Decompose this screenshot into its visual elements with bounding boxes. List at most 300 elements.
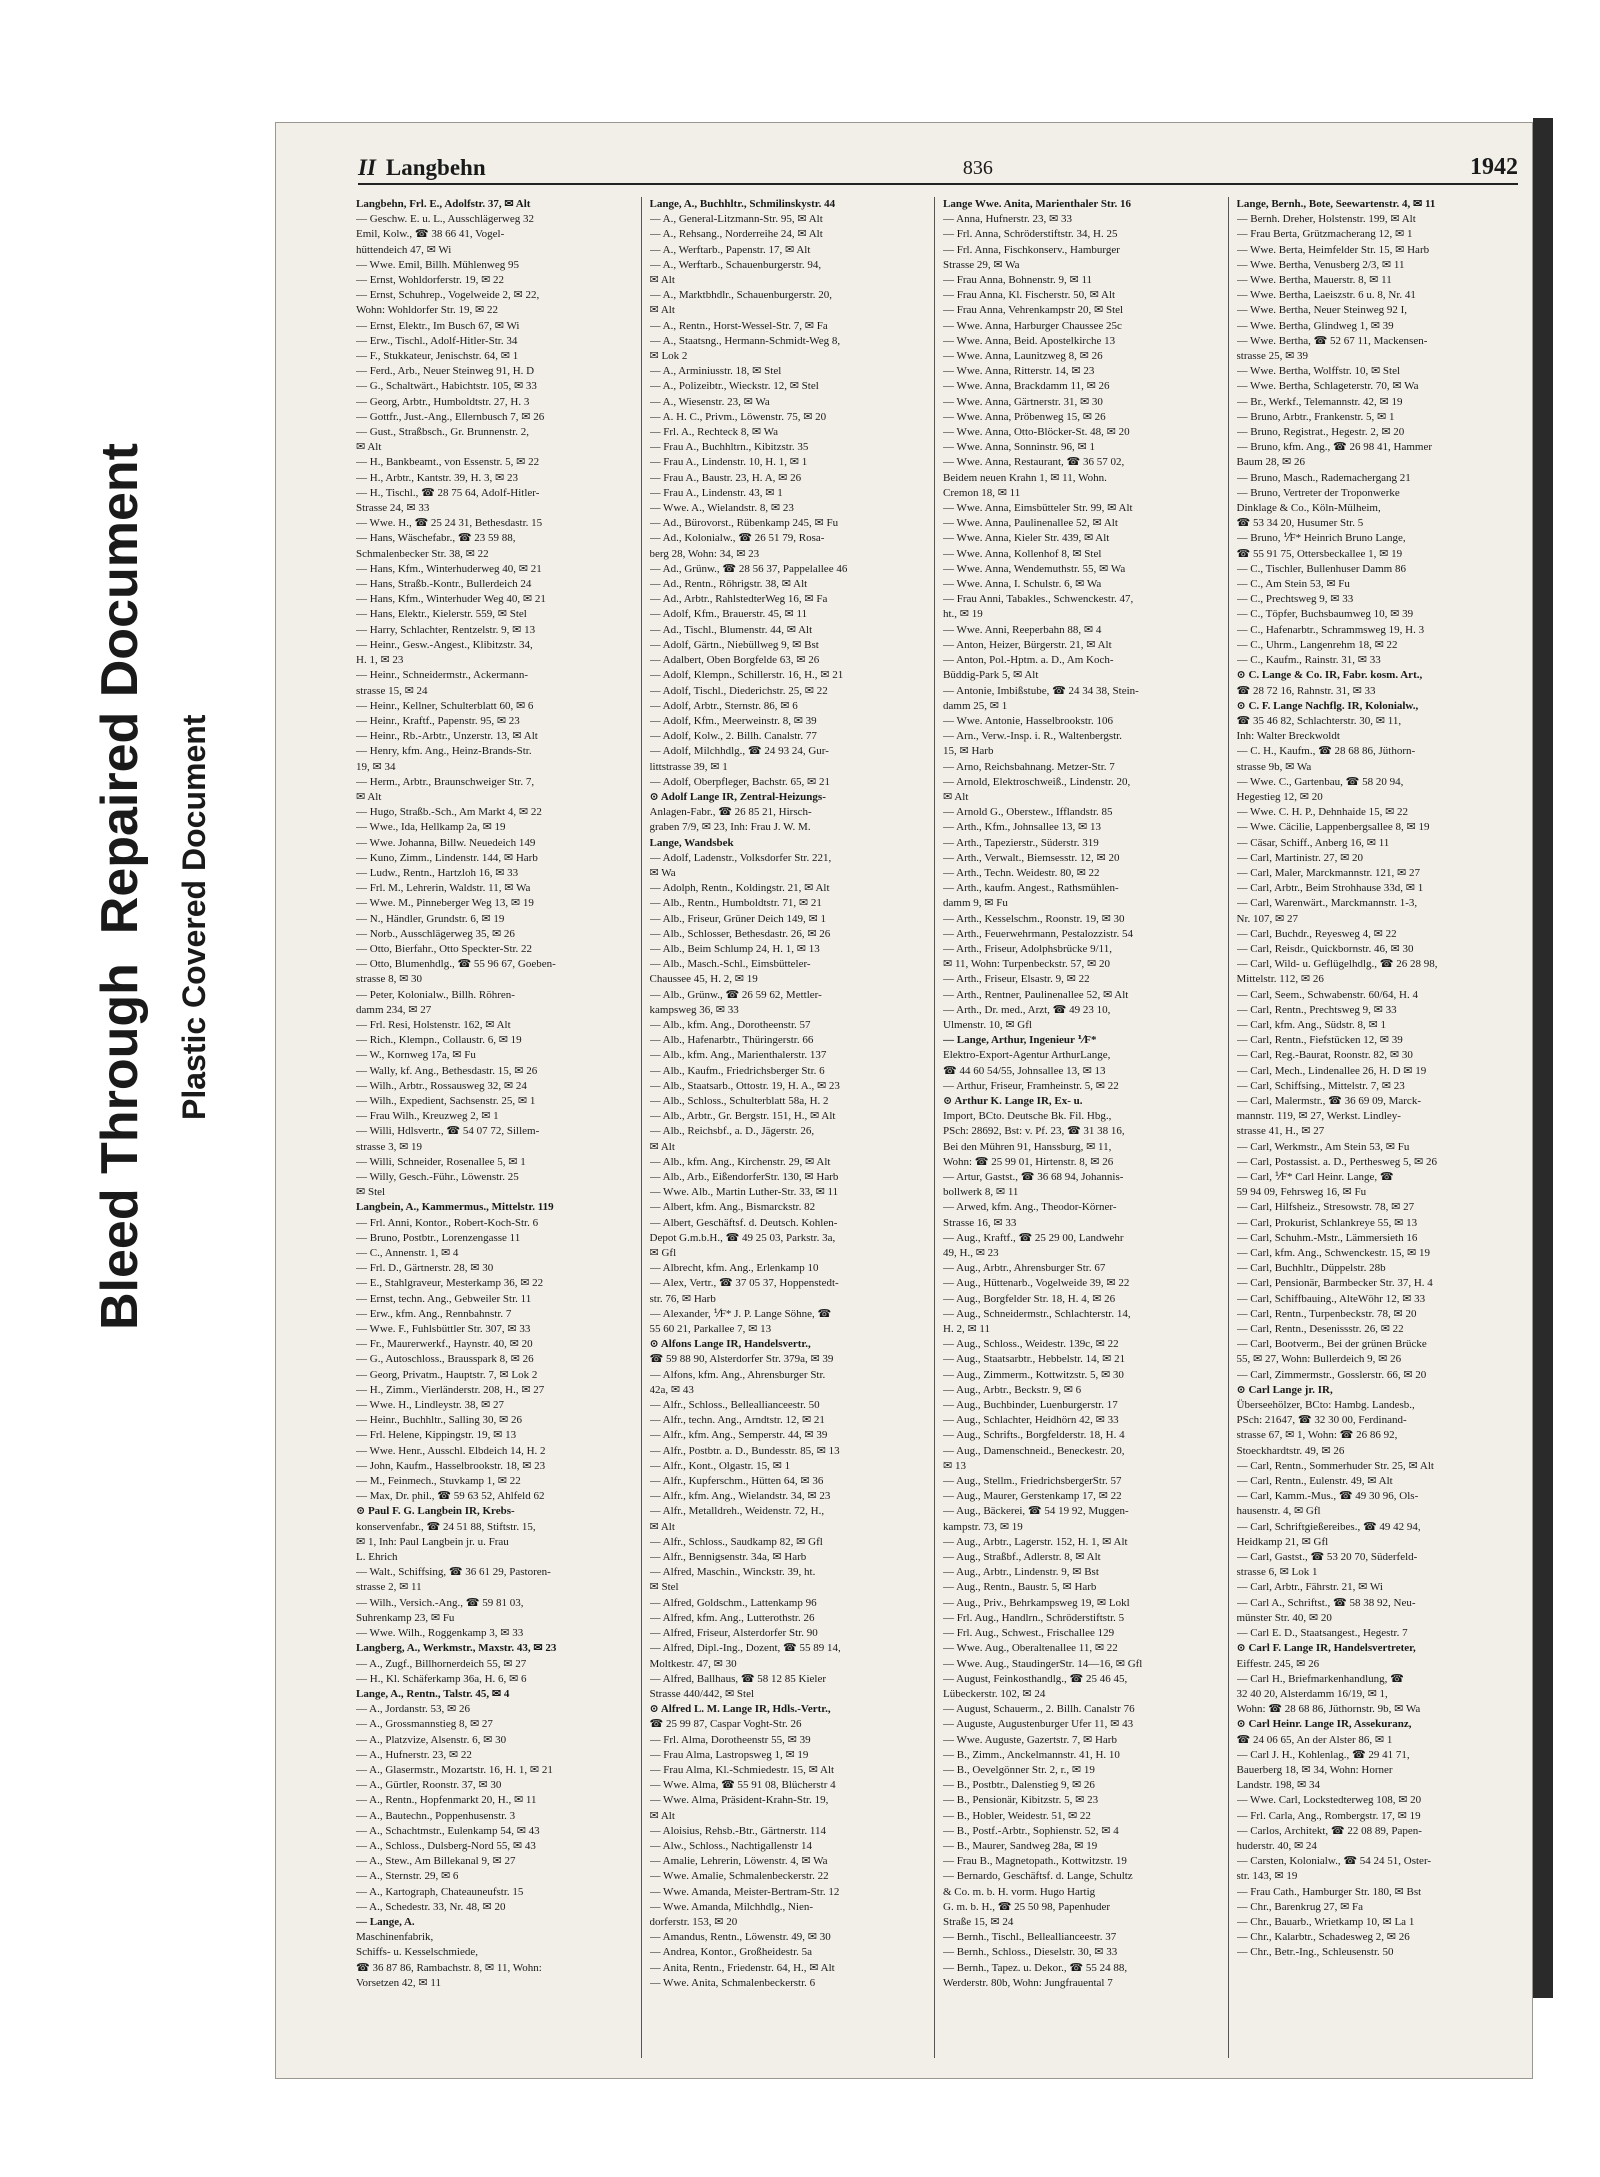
directory-entry-line: — Henry, kfm. Ang., Heinz-Brands-Str. [356,745,532,758]
directory-entry-line: — Willi, Hdlsvertr., ☎ 54 07 72, Sillem- [356,1125,540,1138]
directory-entry-line: Langbein, A., Kammermus., Mittelstr. 119 [356,1201,554,1214]
directory-entry-line: — Frau Anna, Vehrenkampstr 20, ✉ Stel [943,304,1124,317]
directory-entry-line: — Arn., Verw.-Insp. i. R., Waltenbergstr. [943,730,1122,743]
directory-entry-line: — B., Maurer, Sandweg 28a, ✉ 19 [943,1839,1098,1852]
directory-entry-line: — Wwe. Bertha, Glindweg 1, ✉ 39 [1236,319,1394,332]
directory-entry-line: Lange, A., Rentn., Talstr. 45, ✉ 4 [356,1687,510,1700]
directory-entry-line: Landstr. 198, ✉ 34 [1236,1779,1320,1792]
directory-entry-line: — A., Schloss., Dulsberg-Nord 55, ✉ 43 [356,1839,536,1852]
directory-entry-line: — Carl, Zimmermstr., Gosslerstr. 66, ✉ 20 [1236,1368,1427,1381]
directory-entry-line: — Ad., Rentn., Röhrigstr. 38, ✉ Alt [649,578,808,591]
directory-entry-line: — Alb., Schlosser, Bethesdastr. 26, ✉ 26 [649,927,831,940]
directory-entry-line: — Cäsar, Schiff., Anberg 16, ✉ 11 [1236,836,1390,849]
directory-entry-line: — Frl. Resi, Holstenstr. 162, ✉ Alt [356,1018,511,1031]
directory-entry-line: — Wwe. Bertha, ☎ 52 67 11, Mackensen- [1236,334,1428,347]
directory-entry-line: PSch: 21647, ☎ 32 30 00, Ferdinand- [1236,1414,1407,1427]
directory-entry-line: — Wwe. Anita, Schmalenbeckerstr. 6 [649,1976,816,1989]
directory-entry-line: Wohn: ☎ 25 99 01, Hirtenstr. 8, ✉ 26 [943,1155,1114,1168]
directory-entry-line: — Lange, A. [356,1915,415,1928]
directory-entry-line: — Wwe. C. H. P., Dehnhaide 15, ✉ 22 [1236,806,1409,819]
directory-entry-line: Moltkestr. 47, ✉ 30 [649,1657,737,1670]
directory-entry-line: — Frl. Alma, Dorotheenstr 55, ✉ 39 [649,1733,811,1746]
directory-entry-line: ☎ 59 88 90, Alsterdorfer Str. 379a, ✉ 39 [649,1353,834,1366]
directory-entry-line: — Frau A., Baustr. 23, H. A, ✉ 26 [649,471,802,484]
directory-entry-line: — Erw., kfm. Ang., Rennbahnstr. 7 [356,1307,512,1320]
directory-entry-line: bollwerk 8, ✉ 11 [943,1186,1019,1199]
directory-entry-line: — Carl, Rentn., Desenissstr. 26, ✉ 22 [1236,1323,1404,1336]
directory-entry-line: — Ferd., Arb., Neuer Steinweg 91, H. D [356,365,535,378]
page-number: 836 [962,157,993,179]
directory-entry-line: — Frl. Aug., Schwest., Frischallee 129 [943,1627,1115,1640]
directory-entry-line: ⊙ Carl Lange jr. IR, [1236,1383,1333,1396]
directory-entry-line: — A., Gürtler, Roonstr. 37, ✉ 30 [356,1779,502,1792]
directory-entry-line: — Bruno, ⅟F* Heinrich Bruno Lange, [1236,532,1406,545]
directory-entry-line: damm 234, ✉ 27 [356,1003,432,1016]
directory-entry-line: — Ad., Bürovorst., Rübenkamp 245, ✉ Fu [649,517,839,530]
directory-entry-line: — Carl, Rentn., Fiefstücken 12, ✉ 39 [1236,1034,1403,1047]
directory-entry-line: ✉ Alt [649,1520,675,1533]
directory-entry-line: — August, Feinkosthandlg., ☎ 25 46 45, [943,1672,1128,1685]
directory-entry-line: — C., Hafenarbtr., Schrammsweg 19, H. 3 [1236,623,1425,636]
directory-entry-line: damm 25, ✉ 1 [943,699,1008,712]
directory-entry-line: Baum 28, ✉ 26 [1236,456,1305,469]
directory-entry-line: Dinklage & Co., Köln-Mülheim, [1236,502,1381,515]
directory-entry-line: — Wwe. M., Pinneberger Weg 13, ✉ 19 [356,897,534,910]
directory-entry-line: — Frau Wilh., Kreuzweg 2, ✉ 1 [356,1110,499,1123]
directory-entry-line: — Carl, ⅟F* Carl Heinr. Lange, ☎ [1236,1171,1394,1183]
directory-entry-line: — Arth., Tapezierstr., Süderstr. 319 [943,836,1099,849]
directory-entry-line: — A., Jordanstr. 53, ✉ 26 [356,1703,471,1716]
directory-entry-line: — Lange, Arthur, Ingenieur ⅟F* [943,1034,1097,1047]
directory-entry-line: — Aug., Buchbinder, Luenburgerstr. 17 [943,1399,1118,1412]
directory-entry-line: — Adolph, Rentn., Koldingstr. 21, ✉ Alt [649,882,830,895]
directory-entry-line: — H., Kl. Schäferkamp 36a, H. 6, ✉ 6 [356,1672,527,1685]
directory-entry-line: ⊙ Alfons Lange IR, Handelsvertr., [649,1338,811,1351]
directory-entry-line: — John, Kaufm., Hasselbrookstr. 18, ✉ 23 [356,1459,546,1472]
directory-entry-line: ✉ 13 [943,1459,966,1472]
directory-entry-line: — B., Zimm., Anckelmannstr. 41, H. 10 [943,1748,1120,1761]
directory-entry-line: — Aug., Zimmerm., Kottwitzstr. 5, ✉ 30 [943,1368,1124,1381]
directory-entry-line: — Adolf, Ladenstr., Volksdorfer Str. 221, [649,851,832,864]
directory-entry-line: — Wwe. H., Lindleystr. 38, ✉ 27 [356,1399,505,1412]
directory-entry-line: — Rich., Klempn., Collaustr. 6, ✉ 19 [356,1034,522,1047]
directory-entry-line: — G., Schaltwärt., Habichtstr. 105, ✉ 33 [356,380,537,393]
directory-entry-line: — Chr., Barenkrug 27, ✉ Fa [1236,1900,1364,1913]
directory-entry-line: — Aug., Damenschneid., Beneckestr. 20, [943,1444,1125,1457]
directory-entry-line: — Alfr., Bennigsenstr. 34a, ✉ Harb [649,1551,807,1564]
directory-entry-line: — W., Kornweg 17a, ✉ Fu [356,1049,476,1062]
directory-entry-line: — Frau Alma, Kl.-Schmiedestr. 15, ✉ Alt [649,1763,835,1776]
directory-entry-line: — Bruno, Masch., Rademachergang 21 [1236,471,1411,484]
directory-entry-line: ✉ 11, Wohn: Turpenbeckstr. 57, ✉ 20 [943,958,1110,971]
directory-entry-line: Anlagen-Fabr., ☎ 26 85 21, Hirsch- [649,806,812,819]
directory-entry-line: — Ernst, Elektr., Im Busch 67, ✉ Wi [356,319,520,332]
directory-entry-line: — Wwe. Anna, Wendemuthstr. 55, ✉ Wa [943,562,1126,575]
directory-entry-line: Mittelstr. 112, ✉ 26 [1236,973,1324,986]
directory-entry-line: — Frl. Aug., Handlrn., Schröderstiftstr. 5 [943,1611,1125,1624]
directory-entry-line: — Wwe., Ida, Hellkamp 2a, ✉ 19 [356,821,506,834]
directory-entry-line: — Arth., Rentner, Paulinenallee 52, ✉ Alt [943,988,1129,1001]
directory-entry-line: — Adolf, Kfm., Meerweinstr. 8, ✉ 39 [649,714,817,727]
directory-entry-line: 59 94 09, Fehrsweg 16, ✉ Fu [1236,1186,1367,1199]
directory-entry-line: — Carl, kfm. Ang., Schwenckestr. 15, ✉ 19 [1236,1247,1430,1260]
directory-entry-line: Beidem neuen Krahn 1, ✉ 11, Wohn. [943,471,1107,484]
directory-entry-line: — Wwe. A., Wielandstr. 8, ✉ 23 [649,502,794,515]
directory-entry-line: — Frl. Anni, Kontor., Robert-Koch-Str. 6 [356,1216,539,1229]
directory-entry-line: — Aug., Rentn., Baustr. 5, ✉ Harb [943,1581,1097,1594]
directory-entry-line: — Adolf, Tischl., Diederichstr. 25, ✉ 22 [649,684,828,697]
directory-entry-line: — Alfr., techn. Ang., Arndtstr. 12, ✉ 21 [649,1414,825,1427]
directory-entry-line: 49, H., ✉ 23 [943,1247,999,1260]
running-title: Langbehn [385,155,486,180]
directory-entry-line: — Carl, Arbtr., Fährstr. 21, ✉ Wi [1236,1581,1383,1594]
directory-entry-line: Werderstr. 80b, Wohn: Jungfrauental 7 [943,1976,1113,1989]
directory-entry-line: — Frl. A., Rechteck 8, ✉ Wa [649,426,778,439]
directory-entry-line: — Peter, Kolonialw., Billh. Röhren- [356,988,515,1001]
directory-entry-line: — Aug., Maurer, Gerstenkamp 17, ✉ 22 [943,1490,1122,1503]
directory-entry-line: — Wwe. Antonie, Hasselbrookstr. 106 [943,714,1113,727]
directory-entry-line: L. Ehrich [356,1551,398,1564]
directory-entry-line: — Alb., kfm. Ang., Marienthalerstr. 137 [649,1049,827,1062]
directory-entry-line: ✉ Gfl [649,1247,677,1260]
directory-entry-line: — Carl, Reg.-Baurat, Roonstr. 82, ✉ 30 [1236,1049,1413,1062]
directory-entry-line: — Arth., Dr. med., Arzt, ☎ 49 23 10, [943,1003,1111,1016]
directory-entry-line: — A., Hufnerstr. 23, ✉ 22 [356,1748,472,1761]
directory-entry-line: — Hans, Kfm., Winterhuder Weg 40, ✉ 21 [356,593,546,606]
directory-entry-line: str. 76, ✉ Harb [649,1292,716,1305]
directory-entry-line: — Wwe. Aug., Oberaltenallee 11, ✉ 22 [943,1642,1118,1655]
directory-entry-line: ⊙ Adolf Lange IR, Zentral-Heizungs- [649,790,826,803]
volume-number: II [358,155,376,180]
directory-entry-line: — Alfr., Metalldreh., Weidenstr. 72, H., [649,1505,825,1518]
directory-entry-line: strasse 67, ✉ 1, Wohn: ☎ 26 86 92, [1236,1429,1398,1442]
directory-entry-line: — Bruno, Registrat., Hegestr. 2, ✉ 20 [1236,426,1405,439]
directory-entry-line: — N., Händler, Grundstr. 6, ✉ 19 [356,912,505,925]
directory-entry-line: konservenfabr., ☎ 24 51 88, Stiftstr. 15, [356,1520,536,1533]
directory-entry-line: — Arth., Techn. Weidestr. 80, ✉ 22 [943,866,1100,879]
directory-entry-line: — Wwe. Anna, Restaurant, ☎ 36 57 02, [943,456,1125,469]
directory-entry-line: — Adolf, Oberpfleger, Bachstr. 65, ✉ 21 [649,775,830,788]
directory-entry-line: strasse 6, ✉ Lok 1 [1236,1566,1318,1579]
directory-entry-line: — Alfred, Maschin., Winckstr. 39, ht. [649,1566,816,1579]
directory-entry-line: — Arnold G., Oberstew., Ifflandstr. 85 [943,806,1113,819]
directory-entry-line: — Otto, Bierfahr., Otto Speckter-Str. 22 [356,942,533,955]
directory-entry-line: — Georg, Privatm., Hauptstr. 7, ✉ Lok 2 [356,1368,538,1381]
directory-entry-line: — Adolf, Klempn., Schillerstr. 16, H., ✉ 21 [649,669,844,682]
directory-entry-line: — Carl, Schuhm.-Mstr., Lämmersieth 16 [1236,1231,1418,1244]
directory-entry-line: — C., Am Stein 53, ✉ Fu [1236,578,1350,591]
directory-entry-line: — B., Hobler, Weidestr. 51, ✉ 22 [943,1809,1091,1822]
directory-entry-line: — M., Feinmech., Stuvkamp 1, ✉ 22 [356,1475,521,1488]
directory-entry-line: — Alexander, ⅟F* J. P. Lange Söhne, ☎ [649,1307,832,1320]
directory-entry-line: — Frl. Anna, Fischkonserv., Hamburger [943,243,1120,256]
directory-entry-line: — Arno, Reichsbahnang. Metzer-Str. 7 [943,760,1115,773]
directory-entry-line: — Wwe. Anna, Brackdamm 11, ✉ 26 [943,380,1110,393]
directory-entry-line: münster Str. 40, ✉ 20 [1236,1611,1332,1624]
directory-entry-line: — H., Zimm., Vierländerstr. 208, H., ✉ 27 [356,1383,545,1396]
directory-entry-line: — Alb., kfm. Ang., Dorotheenstr. 57 [649,1018,811,1031]
directory-entry-line: — Andrea, Kontor., Großheidestr. 5a [649,1946,813,1959]
stamp-plastic-covered: Plastic Covered Document [176,714,212,1120]
column-1 [356,197,642,2058]
directory-entry-line: — C., Annenstr. 1, ✉ 4 [356,1247,459,1260]
directory-entry-line: Suhrenkamp 23, ✉ Fu [356,1611,455,1624]
directory-entry-line: Büddig-Park 5, ✉ Alt [943,669,1039,682]
directory-entry-line: — Frl. D., Gärtnerstr. 28, ✉ 30 [356,1262,494,1275]
directory-entry-line: — Carl, Mech., Lindenallee 26, H. D ✉ 19 [1236,1064,1427,1077]
directory-entry-line: — A., Zugf., Billhornerdeich 55, ✉ 27 [356,1657,527,1670]
directory-entry-line: — Carl, Werkmstr., Am Stein 53, ✉ Fu [1236,1140,1410,1153]
directory-entry-line: — Alb., Arbtr., Gr. Bergstr. 151, H., ✉ Alt [649,1110,836,1123]
directory-entry-line: 19, ✉ 34 [356,760,396,773]
directory-entry-line: — Aug., Priv., Behrkampsweg 19, ✉ Lokl [943,1596,1130,1609]
directory-entry-line: ☎ 36 87 86, Rambachstr. 8, ✉ 11, Wohn: [356,1961,542,1974]
directory-entry-line: — Wwe. Anna, Harburger Chaussee 25c [943,319,1122,332]
binding-edge [1533,118,1553,1998]
directory-entry-line: Strasse 440/442, ✉ Stel [649,1687,755,1700]
directory-entry-line: — Aug., Arbtr., Beckstr. 9, ✉ 6 [943,1383,1082,1396]
directory-entry-line: — Chr., Betr.-Ing., Schleusenstr. 50 [1236,1946,1394,1959]
directory-entry-line: — F., Stukkateur, Jenischstr. 64, ✉ 1 [356,350,519,363]
directory-entry-line: strasse 2, ✉ 11 [356,1581,422,1594]
directory-entry-line: Überseehölzer, BCto: Hambg. Landesb., [1236,1399,1415,1412]
directory-entry-line: 32 40 20, Alsterdamm 16/19, ✉ 1, [1236,1687,1388,1700]
directory-entry-line: — Wwe. Anna, Ritterstr. 14, ✉ 23 [943,365,1095,378]
directory-entry-line: — Bernh. Dreher, Holstenstr. 199, ✉ Alt [1236,213,1416,226]
directory-entry-line: ✉ Alt [356,790,382,803]
directory-entry-line: — Frau Berta, Grützmacherang 12, ✉ 1 [1236,228,1413,241]
directory-entry-line: — Carl, Maler, Marckmannstr. 121, ✉ 27 [1236,866,1421,879]
directory-entry-line: — Aug., Arbtr., Ahrensburger Str. 67 [943,1262,1106,1275]
directory-entry-line: strasse 8, ✉ 30 [356,973,423,986]
directory-entry-line: — Alfons, kfm. Ang., Ahrensburger Str. [649,1368,826,1381]
directory-entry-line: — Bruno, Arbtr., Frankenstr. 5, ✉ 1 [1236,410,1395,423]
directory-entry-line: Langberg, A., Werkmstr., Maxstr. 43, ✉ 23 [356,1642,557,1655]
directory-entry-line: — Frau Alma, Lastropsweg 1, ✉ 19 [649,1748,809,1761]
directory-entry-line: 42a, ✉ 43 [649,1383,694,1396]
directory-entry-line: — Wwe. Anna, Gärtnerstr. 31, ✉ 30 [943,395,1103,408]
directory-entry-line: — Heinr., Kraftf., Papenstr. 95, ✉ 23 [356,714,520,727]
directory-entry-line: — Aug., Schloss., Weidestr. 139c, ✉ 22 [943,1338,1119,1351]
directory-entry-line: ✉ Alt [649,304,675,317]
directory-entry-line: — Ernst, Wohldorferstr. 19, ✉ 22 [356,274,505,287]
directory-entry-line: ⊙ Paul F. G. Langbein IR, Krebs- [356,1505,515,1518]
directory-entry-line: — A., Staatsng., Hermann-Schmidt-Weg 8, [649,334,841,347]
directory-entry-line: — A., Werftarb., Papenstr. 17, ✉ Alt [649,243,811,256]
directory-entry-line: — A., Stew., Am Billekanal 9, ✉ 27 [356,1855,516,1868]
directory-entry-line: — Anita, Rentn., Friedenstr. 64, H., ✉ Alt [649,1961,835,1974]
directory-entry-line: H. 2, ✉ 11 [943,1323,991,1336]
directory-entry-line: 55 60 21, Parkallee 7, ✉ 13 [649,1323,772,1336]
directory-entry-line: — Wilh., Versich.-Ang., ☎ 59 81 03, [356,1596,524,1609]
directory-entry-line: — Wwe. Johanna, Billw. Neuedeich 149 [356,836,536,849]
directory-entry-line: — Wwe. F., Fuhlsbüttler Str. 307, ✉ 33 [356,1323,531,1336]
directory-entry-line: hüttendeich 47, ✉ Wi [356,243,452,256]
directory-entry-line: — Alw., Schloss., Nachtigallenstr 14 [649,1839,812,1852]
directory-entry-line: — B., Pensionär, Kibitzstr. 5, ✉ 23 [943,1794,1099,1807]
directory-entry-line: — C., Prechtsweg 9, ✉ 33 [1236,593,1354,606]
directory-entry-line: — Alfred, Friseur, Alsterdorfer Str. 90 [649,1627,818,1640]
directory-entry-line: — H., Bankbeamt., von Essenstr. 5, ✉ 22 [356,456,540,469]
directory-entry-line: — Amalie, Lehrerin, Löwenstr. 4, ✉ Wa [649,1855,828,1868]
directory-entry-line: — Wwe. Anna, Beid. Apostelkirche 13 [943,334,1116,347]
directory-entry-line: ☎ 53 34 20, Husumer Str. 5 [1236,517,1364,530]
directory-entry-line: — Alb., Arb., EißendorferStr. 130, ✉ Harb [649,1171,839,1183]
directory-entry-line: — Arth., Verwalt., Biemsesstr. 12, ✉ 20 [943,851,1120,864]
directory-entry-line: — A., Polizeibtr., Wieckstr. 12, ✉ Stel [649,380,819,393]
directory-entry-line: — Alfred, Ballhaus, ☎ 58 12 85 Kieler [649,1672,827,1685]
directory-entry-line: hausenstr. 4, ✉ Gfl [1236,1505,1321,1518]
directory-entry-line: — Amandus, Rentn., Löwenstr. 49, ✉ 30 [649,1931,831,1944]
directory-entry-line: Import, BCto. Deutsche Bk. Fil. Hbg., [943,1110,1112,1123]
directory-entry-line: — Hans, Kfm., Winterhuderweg 40, ✉ 21 [356,562,542,575]
directory-entry-line: — Wwe. Anni, Reeperbahn 88, ✉ 4 [943,623,1102,636]
directory-entry-line: — Arth., kaufm. Angest., Rathsmühlen- [943,882,1119,895]
directory-entry-line: Strasse 16, ✉ 33 [943,1216,1017,1229]
directory-entry-line: — Arwed, kfm. Ang., Theodor-Körner- [943,1201,1117,1214]
directory-entry-line: Lübeckerstr. 102, ✉ 24 [943,1687,1046,1700]
directory-entry-line: — Bernh., Schloss., Dieselstr. 30, ✉ 33 [943,1946,1118,1959]
directory-entry-line: ☎ 55 91 75, Ottersbeckallee 1, ✉ 19 [1236,547,1403,560]
directory-entry-line: — Auguste, Augustenburger Ufer 11, ✉ 43 [943,1718,1134,1731]
directory-entry-line: — Adolf, Kfm., Brauerstr. 45, ✉ 11 [649,608,808,621]
directory-entry-line: kampstr. 73, ✉ 19 [943,1520,1023,1533]
directory-entry-line: — Antonie, Imbißstube, ☎ 24 34 38, Stein- [943,684,1139,697]
directory-entry-line: dorferstr. 153, ✉ 20 [649,1915,738,1928]
directory-entry-line: — A., General-Litzmann-Str. 95, ✉ Alt [649,213,823,226]
directory-entry-line: — Erw., Tischl., Adolf-Hitler-Str. 34 [356,334,518,347]
directory-entry-line: — B., Postf.-Arbtr., Sophienstr. 52, ✉ 4 [943,1824,1119,1837]
directory-entry-line: — Carl, Schriftgießereibes., ☎ 49 42 94, [1236,1520,1421,1533]
directory-entry-line: — Carl, Kamm.-Mus., ☎ 49 30 96, Ols- [1236,1490,1419,1503]
directory-entry-line: ✉ Alt [649,1140,675,1153]
directory-entry-line: Depot G.m.b.H., ☎ 49 25 03, Parkstr. 3a, [649,1231,836,1244]
directory-entry-line: — Ad., Grünw., ☎ 28 56 37, Pappelallee 46 [649,562,848,575]
directory-entry-line: — Chr., Bauarb., Wrietkamp 10, ✉ La 1 [1236,1915,1415,1928]
directory-entry-line: — Wwe. Anna, Otto-Blöcker-St. 48, ✉ 20 [943,426,1130,439]
directory-entry-line: Strasse 29, ✉ Wa [943,258,1020,271]
directory-entry-line: — Carsten, Kolonialw., ☎ 54 24 51, Oster- [1236,1855,1432,1868]
directory-entry-line: Schmalenbecker Str. 38, ✉ 22 [356,547,489,560]
directory-entry-line: — Alb., Beim Schlump 24, H. 1, ✉ 13 [649,942,820,955]
directory-entry-line: Wohn: Wohldorfer Str. 19, ✉ 22 [356,304,498,317]
directory-entry-line: — Wilh., Expedient, Sachsenstr. 25, ✉ 1 [356,1094,536,1107]
directory-entry-line: kampsweg 36, ✉ 33 [649,1003,739,1016]
directory-entry-line: — Adolf, Kolw., 2. Billh. Canalstr. 77 [649,730,817,743]
directory-entry-line: ☎ 24 06 65, An der Alster 86, ✉ 1 [1236,1733,1393,1746]
directory-entry-line: — Carl, Rentn., Prechtsweg 9, ✉ 33 [1236,1003,1397,1016]
directory-entry-line: — Arth., Kfm., Johnsallee 13, ✉ 13 [943,821,1102,834]
directory-entry-line: Eiffestr. 245, ✉ 26 [1236,1657,1320,1670]
directory-entry-line: — Arnold, Elektroschweiß., Lindenstr. 20, [943,775,1131,788]
directory-entry-line: — Arth., Friseur, Adolphsbrücke 9/11, [943,942,1113,955]
directory-entry-line: — C. H., Kaufm., ☎ 28 68 86, Jüthorn- [1236,745,1416,758]
directory-entry-line: — Alfr., kfm. Ang., Wielandstr. 34, ✉ 23 [649,1490,831,1503]
directory-entry-line: ✉ Lok 2 [649,350,688,363]
directory-entry-line: Straße 15, ✉ 24 [943,1915,1014,1928]
directory-entry-line: ⊙ Arthur K. Lange IR, Ex- u. [943,1094,1083,1107]
directory-entry-line: — Adolf, Gärtn., Niebüllweg 9, ✉ Bst [649,638,819,651]
directory-entry-line: — Alfr., kfm. Ang., Semperstr. 44, ✉ 39 [649,1429,828,1442]
directory-entry-line: — Herm., Arbtr., Braunschweiger Str. 7, [356,775,535,788]
directory-entry-line: Lange, A., Buchhltr., Schmilinskystr. 44 [649,198,836,210]
directory-entry-line: Inh: Walter Breckwoldt [1236,730,1340,743]
directory-entry-line: — Carlos, Architekt, ☎ 22 08 89, Papen- [1236,1824,1422,1837]
directory-entry-line: — Wwe. Amanda, Meister-Bertram-Str. 12 [649,1885,840,1898]
directory-entry-line: — C., Töpfer, Buchsbaumweg 10, ✉ 39 [1236,608,1414,621]
directory-entry-line: — Heinr., Buchhltr., Salling 30, ✉ 26 [356,1414,522,1427]
directory-entry-line: — Bernh., Tapez. u. Dekor., ☎ 55 24 88, [943,1961,1128,1974]
directory-entry-line: huderstr. 40, ✉ 24 [1236,1839,1317,1852]
directory-entry-line: — Carl, Schiffbauing., AlteWöhr 12, ✉ 33 [1236,1292,1426,1305]
directory-entry-line: — A., Schachtmstr., Eulenkamp 54, ✉ 43 [356,1824,540,1837]
directory-entry-line: — Wwe. H., ☎ 25 24 31, Bethesdastr. 15 [356,517,543,530]
directory-entry-line: — Wwe. Emil, Billh. Mühlenweg 95 [356,258,519,271]
directory-entry-line: — Frau A., Lindenstr. 10, H. 1, ✉ 1 [649,456,808,469]
column-4 [1237,197,1523,2058]
directory-entry-line: — Wwe. Berta, Heimfelder Str. 15, ✉ Harb [1236,243,1430,256]
directory-entry-line: — Max, Dr. phil., ☎ 59 63 52, Ahlfeld 62 [356,1490,545,1503]
directory-entry-line: — Wwe. Bertha, Wolffstr. 10, ✉ Stel [1236,365,1401,378]
directory-entry-line: — C., Tischler, Bullenhuser Damm 86 [1236,562,1406,575]
directory-entry-line: — A., Rentn., Hopfenmarkt 20, H., ✉ 11 [356,1794,537,1807]
directory-entry-line: graben 7/9, ✉ 23, Inh: Frau J. W. M. [649,821,811,834]
directory-entry-line: — A., Sternstr. 29, ✉ 6 [356,1870,459,1883]
directory-entry-line: Emil, Kolw., ☎ 38 66 41, Vogel- [356,228,505,241]
directory-entry-line: — Wwe. Anna, Kieler Str. 439, ✉ Alt [943,532,1110,545]
stamp-bleed-through: Bleed Through Repaired Document [91,443,149,1330]
directory-entry-line: — Wwe. Alma, ☎ 55 91 08, Blücherstr 4 [649,1779,836,1792]
directory-entry-line: — Anna, Hufnerstr. 23, ✉ 33 [943,213,1072,226]
directory-entry-line: Cremon 18, ✉ 11 [943,486,1021,499]
directory-entry-line: strasse 41, H., ✉ 27 [1236,1125,1325,1138]
directory-entry-line: — Adolf, Milchhdlg., ☎ 24 93 24, Gur- [649,745,829,758]
directory-entry-line: — A., Marktbhdlr., Schauenburgerstr. 20, [649,289,832,302]
directory-entry-line: — Frau A., Buchhltrn., Kibitzstr. 35 [649,441,809,454]
directory-entry-line: — Otto, Blumenhdlg., ☎ 55 96 67, Goeben- [356,958,556,971]
directory-entry-line: — Arth., Friseur, Elsastr. 9, ✉ 22 [943,973,1090,986]
entry-columns [356,197,1522,2058]
directory-entry-line: — Gust., Straßbsch., Gr. Brunnenstr. 2, [356,426,529,439]
directory-entry-line: — A., Grossmannstieg 8, ✉ 27 [356,1718,493,1731]
directory-entry-line: — Chr., Kalarbtr., Schadesweg 2, ✉ 26 [1236,1931,1410,1944]
directory-entry-line: — Alfred, Goldschm., Lattenkamp 96 [649,1596,817,1609]
directory-entry-line: — Aug., Borgfelder Str. 18, H. 4, ✉ 26 [943,1292,1116,1305]
directory-entry-line: — Alb., Schloss., Schulterblatt 58a, H. 2 [649,1094,829,1107]
directory-entry-line: — Wwe. Henr., Ausschl. Elbdeich 14, H. 2 [356,1444,546,1457]
directory-entry-line: — Carl, Martinistr. 27, ✉ 20 [1236,851,1364,864]
directory-entry-line: — Hans, Straßb.-Kontr., Bullerdeich 24 [356,578,532,591]
directory-entry-line: berg 28, Wohn: 34, ✉ 23 [649,547,760,560]
directory-entry-line: ✉ Alt [943,790,969,803]
directory-entry-line: — Aug., Straßbf., Adlerstr. 8, ✉ Alt [943,1551,1101,1564]
directory-entry-line: ⊙ C. F. Lange Nachflg. IR, Kolonialw., [1236,699,1419,712]
directory-entry-line: — H., Arbtr., Kantstr. 39, H. 3, ✉ 23 [356,471,518,484]
directory-entry-line: — Carl, Rentn., Eulenstr. 49, ✉ Alt [1236,1475,1393,1488]
directory-entry-line: — August, Schauerm., 2. Billh. Canalstr 76 [943,1703,1135,1716]
directory-entry-line: — Wwe. Carl, Lockstedterweg 108, ✉ 20 [1236,1794,1422,1807]
directory-entry-line: — Wwe. Amanda, Milchhdlg., Nien- [649,1900,814,1913]
directory-entry-line: — B., Postbtr., Dalenstieg 9, ✉ 26 [943,1779,1095,1792]
directory-entry-line: — A., Werftarb., Schauenburgerstr. 94, [649,258,822,271]
directory-entry-line: — Carl, Rentn., Sommerhuder Str. 25, ✉ Alt [1236,1459,1434,1472]
directory-entry-line: — Carl, Wild- u. Geflügelhdlg., ☎ 26 28 98, [1236,958,1438,971]
directory-entry-line: — A., Schedestr. 33, Nr. 48, ✉ 20 [356,1900,506,1913]
directory-entry-line: — Wwe. Anna, Sonninstr. 96, ✉ 1 [943,441,1096,454]
directory-entry-line: — Alb., Hafenarbtr., Thüringerstr. 66 [649,1034,814,1047]
directory-entry-line: — A., Rehsang., Norderreihe 24, ✉ Alt [649,228,823,241]
directory-entry-line: Ulmenstr. 10, ✉ Gfl [943,1018,1032,1031]
